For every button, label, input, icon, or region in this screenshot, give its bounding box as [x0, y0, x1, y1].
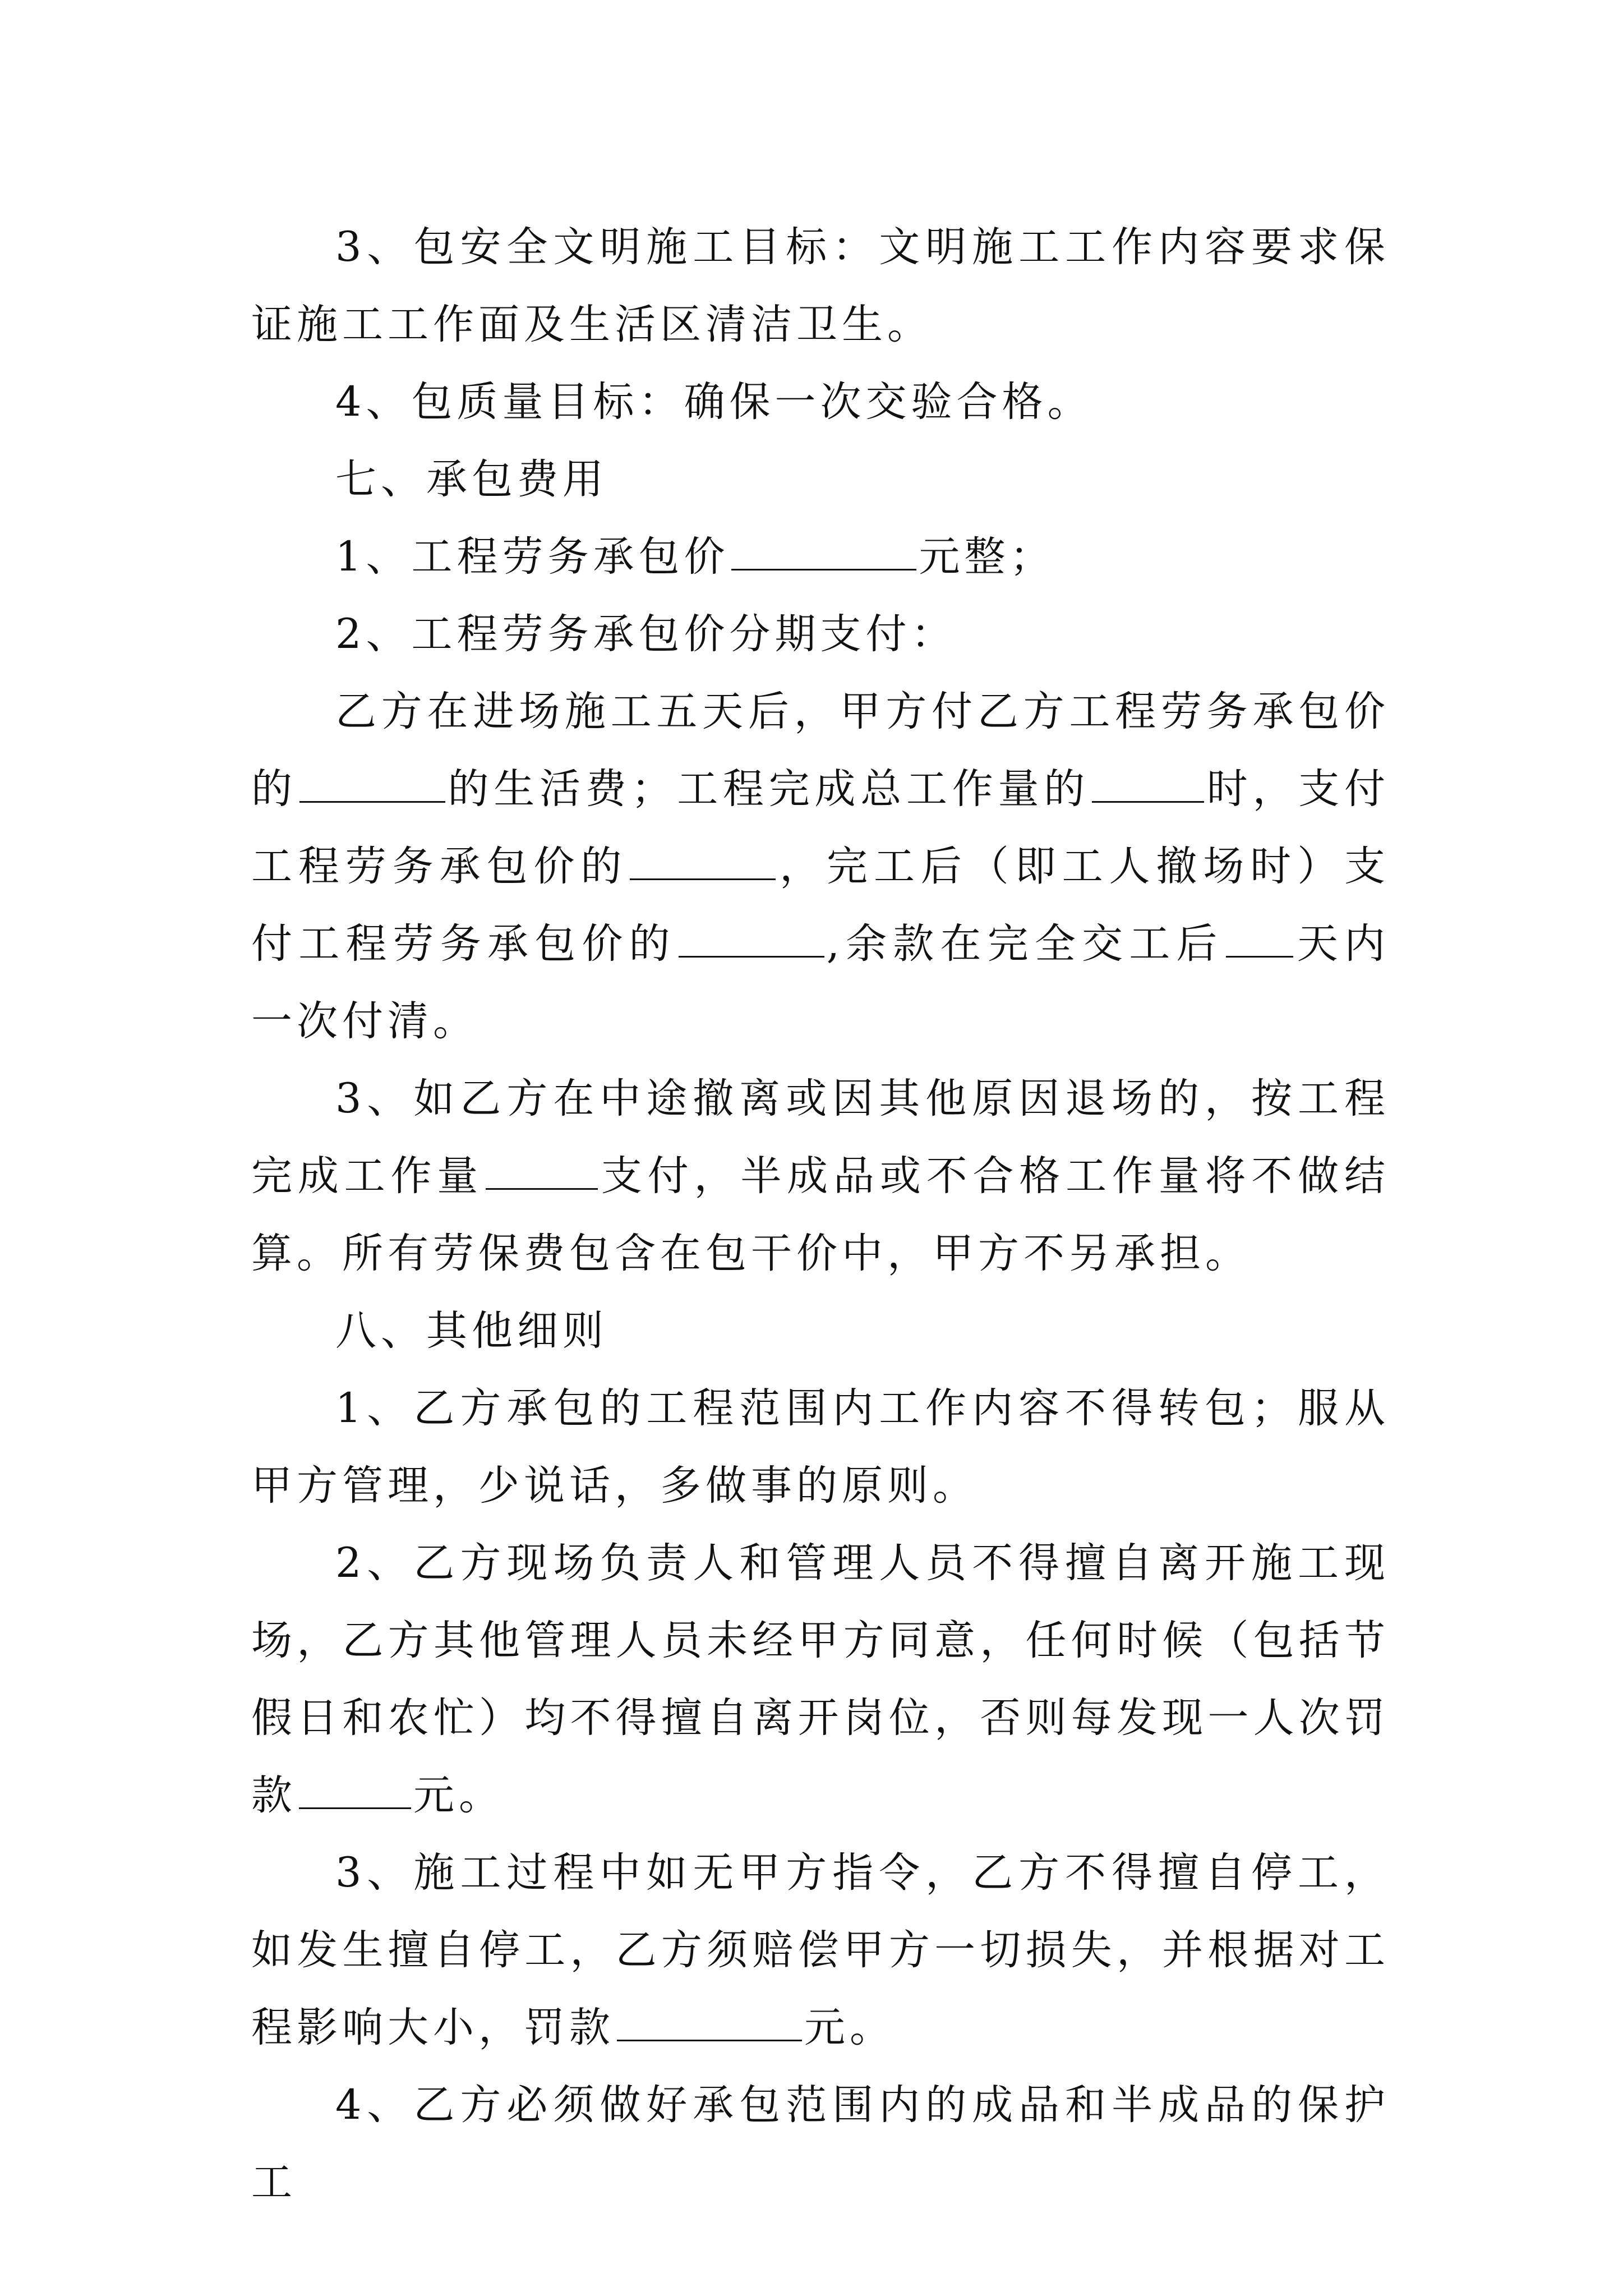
fill-in-blank	[299, 1772, 411, 1809]
paragraph-civilized-construction-goal: 3、包安全文明施工目标：文明施工工作内容要求保证施工工作面及生活区清洁卫生。	[251, 223, 1390, 348]
paragraph-product-protection: 4、乙方必须做好承包范围内的成品和半成品的保护工	[251, 2081, 1390, 2206]
fill-in-blank	[731, 533, 916, 570]
section-heading-contract-fee: 七、承包费用	[335, 455, 608, 503]
fill-in-blank	[1226, 920, 1293, 958]
fill-in-blank	[486, 1152, 598, 1190]
fill-in-blank	[1092, 765, 1204, 803]
fill-in-blank	[617, 2004, 802, 2041]
paragraph-no-subcontracting: 1、乙方承包的工程范围内工作内容不得转包；服从甲方管理，少说话，多做事的原则。	[251, 1384, 1390, 1510]
paragraph-site-attendance: 2、乙方现场负责人和管理人员不得擅自离开施工现场，乙方其他管理人员未经甲方同意，任何时候（包括节假日和农忙）均不得擅自离开岗位，否则每发现一人次罚款 元。	[251, 1539, 1390, 1819]
paragraph-payment-schedule: 乙方在进场施工五天后，甲方付乙方工程劳务承包价的 的生活费；工程完成总工作量的 时，支付工程劳务承包价的 ，完工后（即工人撤场时）支付工程劳务承包价的 ,余款在完全交工后 天内一次付清。	[251, 688, 1390, 1045]
paragraph-early-withdrawal: 3、如乙方在中途撤离或因其他原因退场的，按工程完成工作量 支付，半成品或不合格工作量将不做结算。所有劳保费包含在包干价中，甲方不另承担。	[251, 1075, 1390, 1277]
paragraph-no-unauthorized-stoppage: 3、施工过程中如无甲方指令，乙方不得擅自停工，如发生擅自停工，乙方须赔偿甲方一切损失，并根据对工程影响大小，罚款 元。	[251, 1849, 1390, 2051]
document-page	[251, 209, 1390, 2221]
fill-in-blank	[679, 920, 824, 958]
fill-in-blank	[299, 765, 445, 803]
paragraph-installment-payment: 2、工程劳务承包价分期支付：	[335, 610, 957, 658]
section-heading-other-rules: 八、其他细则	[335, 1307, 608, 1355]
fill-in-blank	[630, 843, 776, 880]
paragraph-contract-price: 1、工程劳务承包价 元整；	[335, 533, 1055, 581]
paragraph-quality-goal: 4、包质量目标：确保一次交验合格。	[335, 378, 1093, 426]
